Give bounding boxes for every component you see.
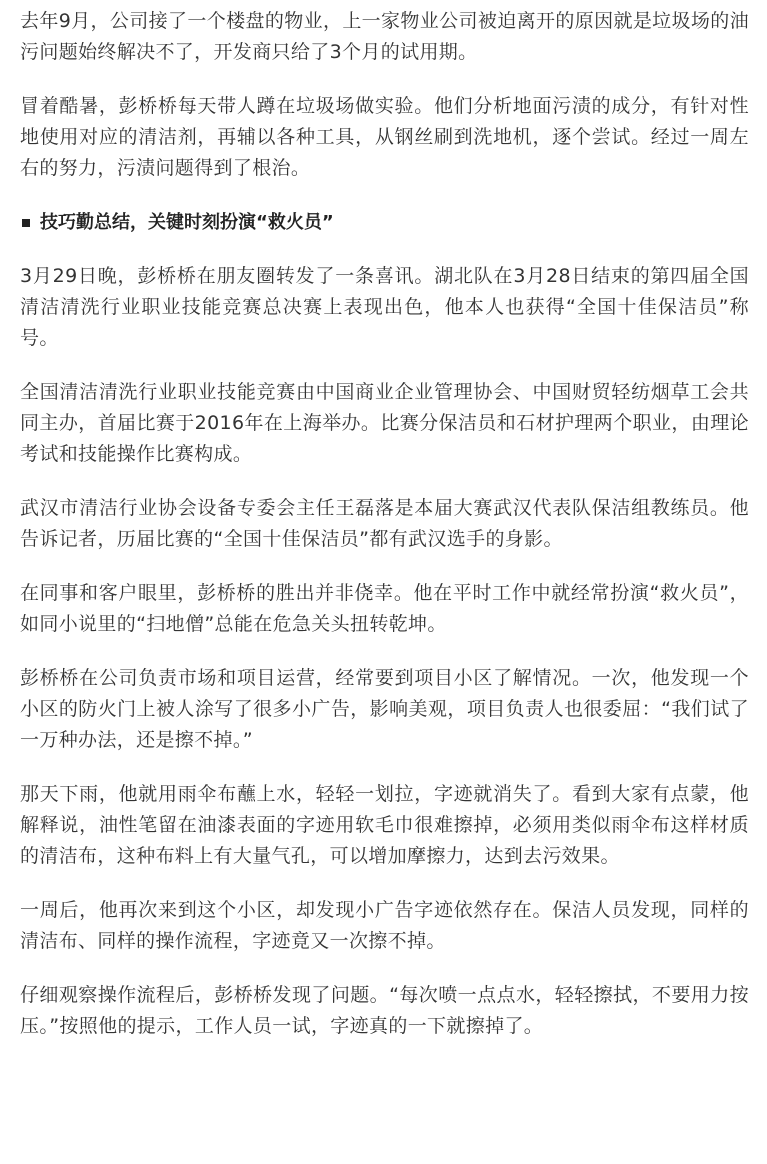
paragraph-1: 去年9月，公司接了一个楼盘的物业，上一家物业公司被迫离开的原因就是垃圾场的油污问题始终解决不了，开发商只给了3个月的试用期。 [20,10,749,63]
paragraph-10: 仔细观察操作流程后，彭桥桥发现了问题。“每次喷一点点水，轻轻擦拭，不要用力按压。”按照他的提示，工作人员一试，字迹真的一下就擦掉了。 [20,984,749,1037]
square-bullet-icon [22,219,30,227]
section-heading-text: 技巧勤总结，关键时刻扮演“救火员” [40,212,334,233]
section-heading [20,207,749,238]
paragraph-3: 3月29日晚，彭桥桥在朋友圈转发了一条喜讯。湖北队在3月28日结束的第四届全国清洁清洗行业职业技能竞赛总决赛上表现出色，他本人也获得“全国十佳保洁员”称号。 [20,265,749,349]
paragraph-8: 那天下雨，他就用雨伞布蘸上水，轻轻一划拉，字迹就消失了。看到大家有点蒙，他解释说，油性笔留在油漆表面的字迹用软毛巾很难擦掉，必须用类似雨伞布这样材质的清洁布，这种布料上有大量气孔，可以增加摩擦力，达到去污效果。 [20,783,749,867]
paragraph-6: 在同事和客户眼里，彭桥桥的胜出并非侥幸。他在平时工作中就经常扮演“救火员”，如同小说里的“扫地僧”总能在危急关头扭转乾坤。 [20,582,749,635]
paragraph-9: 一周后，他再次来到这个小区，却发现小广告字迹依然存在。保洁人员发现，同样的清洁布、同样的操作流程，字迹竟又一次擦不掉。 [20,899,749,952]
paragraph-2: 冒着酷暑，彭桥桥每天带人蹲在垃圾场做实验。他们分析地面污渍的成分，有针对性地使用对应的清洁剂，再辅以各种工具，从钢丝刷到洗地机，逐个尝试。经过一周左右的努力，污渍问题得到了根治。 [20,95,749,179]
paragraph-4: 全国清洁清洗行业职业技能竞赛由中国商业企业管理协会、中国财贸轻纺烟草工会共同主办，首届比赛于2016年在上海举办。比赛分保洁员和石材护理两个职业，由理论考试和技能操作比赛构成。 [20,381,749,465]
paragraph-7: 彭桥桥在公司负责市场和项目运营，经常要到项目小区了解情况。一次，他发现一个小区的防火门上被人涂写了很多小广告，影响美观，项目负责人也很委屈：“我们试了一万种办法，还是擦不掉。” [20,667,749,751]
paragraph-5: 武汉市清洁行业协会设备专委会主任王磊落是本届大赛武汉代表队保洁组教练员。他告诉记者，历届比赛的“全国十佳保洁员”都有武汉选手的身影。 [20,497,749,550]
